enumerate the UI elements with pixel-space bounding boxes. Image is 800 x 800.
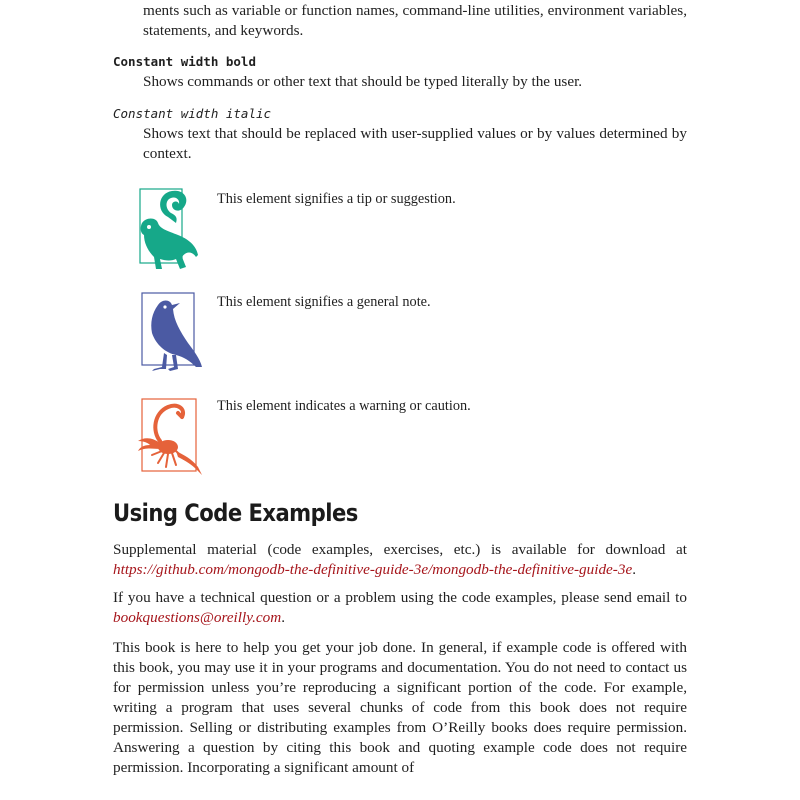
paragraph-period: . xyxy=(281,609,286,626)
term-constant-width-bold: Constant width bold xyxy=(113,54,256,69)
paragraph-text: If you have a technical question or a problem using the code examples, please send email to xyxy=(113,589,687,606)
term-constant-width-italic: Constant width italic xyxy=(113,106,272,121)
lemur-tip-icon xyxy=(138,187,193,263)
crow-note-icon xyxy=(140,291,195,367)
description-constant-width-bold: Shows commands or other text that should be typed literally by the user. xyxy=(143,73,583,90)
definition-continuation: ments such as variable or function names, command-line utilities, environment variables, statements, and keywords. xyxy=(143,2,687,39)
description-constant-width-italic: Shows text that should be replaced with user-supplied values or by values determined by context. xyxy=(143,125,687,162)
section-heading: Using Code Examples xyxy=(113,499,358,527)
paragraph-supplemental-material xyxy=(113,540,687,580)
github-link[interactable]: https://github.com/mongodb-the-definitive-guide-3e/mongodb-the-definitive-guide-3e xyxy=(113,561,633,578)
paragraph-text: Supplemental material (code examples, exercises, etc.) is available for download at xyxy=(113,541,687,558)
paragraph-period: . xyxy=(632,561,636,578)
tip-callout-text: This element signifies a tip or suggestion. xyxy=(217,191,456,207)
note-callout-text: This element signifies a general note. xyxy=(217,294,431,310)
email-link[interactable]: bookquestions@oreilly.com xyxy=(113,609,282,626)
scorpion-warning-icon xyxy=(134,397,189,473)
paragraph-technical-question xyxy=(113,588,687,628)
warning-callout-text: This element indicates a warning or caution. xyxy=(217,398,471,414)
paragraph-permissions: This book is here to help you get your job done. In general, if example code is offered with this book, you may use it in your programs and documentation. You do not need to contact us for permission unless you’re reproducing a significant portion of the code. For example, writing a program that uses several chunks of code from this book does not require permission. Selling or distributing examples from O’Reilly books does require permission. Answering a question by citing this book and quoting example code does not require permission. Incorporating a significant amount of xyxy=(113,639,687,776)
